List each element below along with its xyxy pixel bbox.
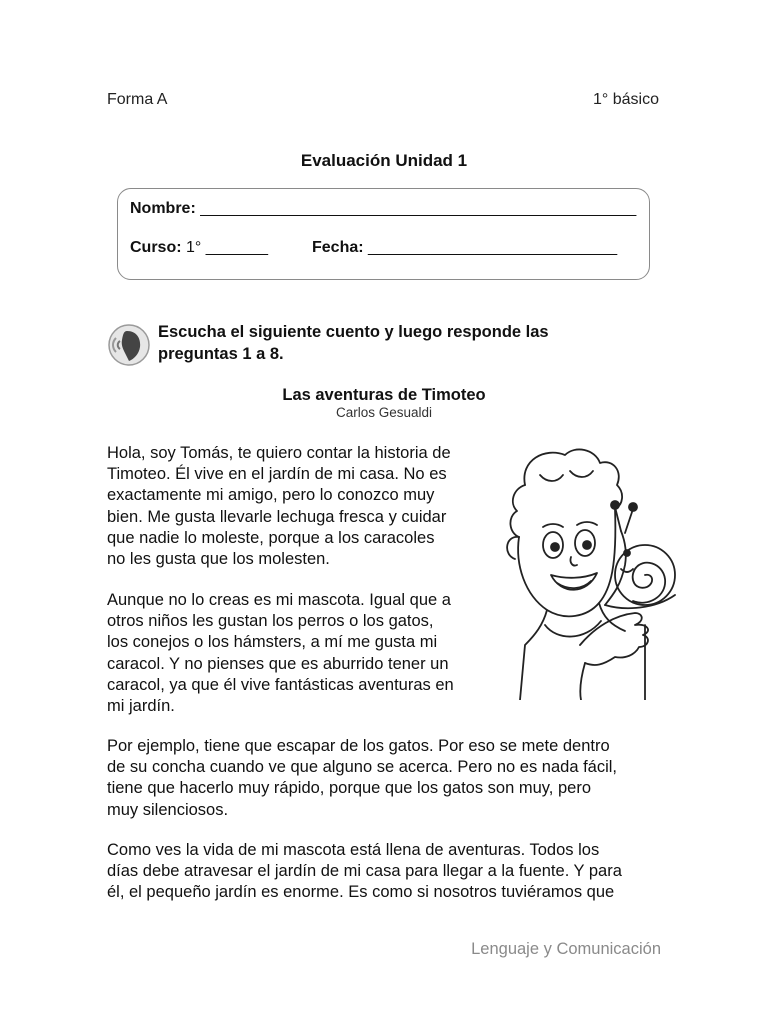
form-label: Forma A	[107, 91, 168, 108]
page-title: Evaluación Unidad 1	[300, 151, 468, 170]
ear-listen-icon	[107, 323, 151, 367]
name-label: Nombre:	[130, 200, 196, 217]
story-author: Carlos Gesualdi	[335, 405, 433, 420]
course-label: Curso:	[130, 239, 182, 256]
course-field[interactable]	[130, 239, 268, 257]
story-paragraph: Por ejemplo, tiene que escapar de los gatos. Por eso se mete dentro de su concha cuando ve que alguno se acerca. Pero no es nada fácil, tiene que hacerlo muy rápido, porque que los gatos son muy, pero muy silenciosos.	[107, 737, 618, 819]
footer-subject: Lenguaje y Comunicación	[471, 940, 661, 958]
story-title: Las aventuras de Timoteo	[282, 386, 486, 404]
name-field[interactable]	[130, 200, 636, 218]
instruction-text: Escucha el siguiente cuento y luego responde las preguntas 1 a 8.	[158, 323, 549, 363]
date-field[interactable]	[312, 239, 617, 257]
course-value[interactable]: 1° _______	[186, 239, 269, 256]
name-line[interactable]: _________________________________________________	[200, 200, 637, 217]
story-paragraph: Como ves la vida de mi mascota está llena de aventuras. Todos los días debe atravesar el jardín de mi casa para llegar a la fuente. Y para él, el pequeño jardín es enorme. Es como si nosotros tuviéramos que	[107, 841, 622, 902]
story-paragraph: Hola, soy Tomás, te quiero contar la historia de Timoteo. Él vive en el jardín de mi casa. No es exactamente mi amigo, pero lo conozco muy bien. Me gusta llevarle lechuga fresca y cuidar que nadie lo moleste, porque a los caracoles no les gusta que los molesten.	[107, 444, 451, 569]
boy-with-snail-illustration	[485, 445, 680, 700]
date-label: Fecha:	[312, 239, 364, 256]
story-paragraph: Aunque no lo creas es mi mascota. Igual que a otros niños les gustan los perros o los gatos, los conejos o los hámsters, a mí me gusta mi caracol. Y no pienses que es aburrido tener un caracol, ya que él vive fantásticas aventuras en mi jardín.	[107, 591, 454, 716]
date-line[interactable]: ____________________________	[368, 239, 618, 256]
grade-label: 1° básico	[593, 91, 659, 108]
